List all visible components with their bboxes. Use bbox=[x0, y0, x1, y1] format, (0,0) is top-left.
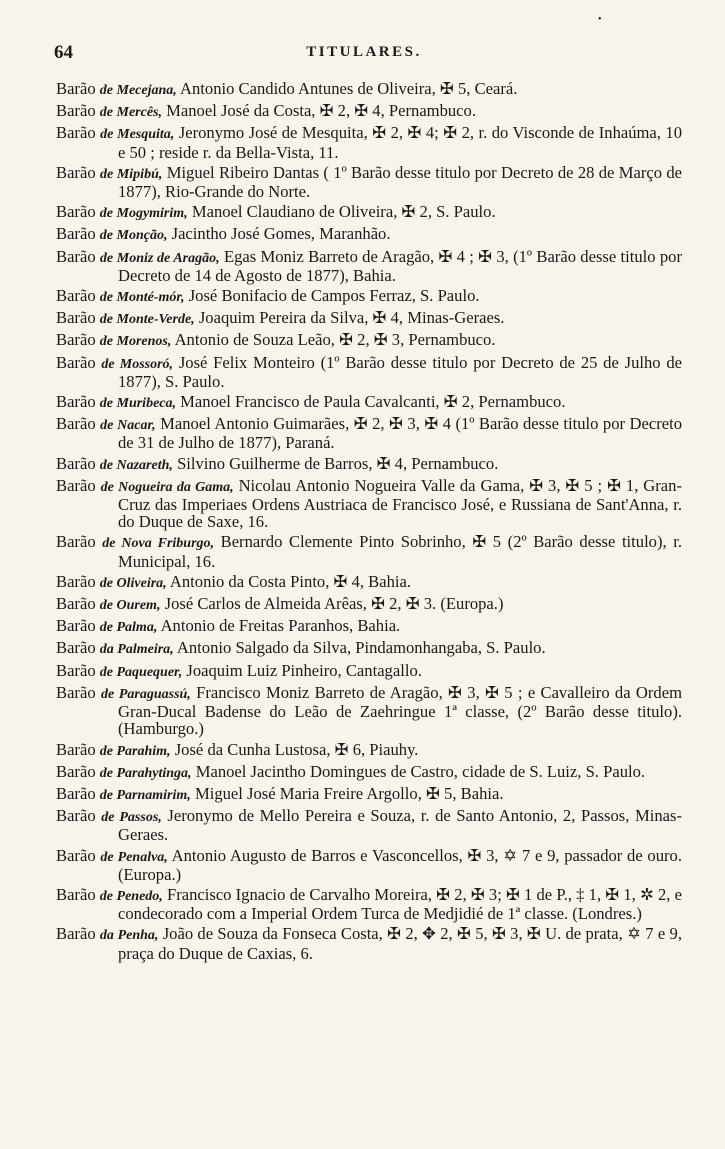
entry-body: Joaquim Pereira da Silva, ✠ 4, Minas-Geraes. bbox=[198, 308, 505, 328]
title-entry bbox=[56, 309, 682, 328]
entry-title: de Nazareth, bbox=[99, 457, 173, 473]
entry-title: de Penalva, bbox=[100, 849, 168, 865]
entry-title: de Parnamirim, bbox=[99, 787, 191, 803]
entry-label: Barão bbox=[56, 924, 96, 944]
entry-label: Barão bbox=[56, 532, 96, 552]
entry-label: Barão bbox=[56, 79, 96, 98]
entry-label: Barão bbox=[56, 571, 96, 591]
entry-title: de Mipibú, bbox=[99, 166, 163, 182]
entry-title: de Ourem, bbox=[99, 598, 161, 614]
entry-label: Barão bbox=[56, 308, 96, 328]
entry-label: Barão bbox=[56, 330, 96, 350]
entry-label: Barão bbox=[56, 739, 96, 759]
title-entry bbox=[56, 80, 682, 99]
title-entry bbox=[56, 124, 682, 160]
entry-body: Francisco Moniz Barreto de Aragão, ✠ 3, ✠ 5 ; e Cavalleiro da Ordem Gran-Ducal Badense do Leão de Zaehringue 1ª classe, (2º Barão desse titulo). (Hamburgo.) bbox=[118, 682, 682, 739]
entry-body: Manoel Jacintho Domingues de Castro, cidade de S. Luiz, S. Paulo. bbox=[195, 761, 646, 781]
entry-body: Manoel Claudiano de Oliveira, ✠ 2, S. Paulo. bbox=[191, 202, 496, 222]
title-entry bbox=[56, 331, 682, 350]
title-entry bbox=[56, 573, 682, 592]
entry-title: de Nogueira da Gama, bbox=[100, 479, 234, 495]
entry-title: de Parahytinga, bbox=[99, 765, 192, 781]
entry-label: Barão bbox=[56, 884, 96, 904]
page-header bbox=[54, 42, 674, 72]
entry-label: Barão bbox=[56, 638, 96, 658]
entry-list bbox=[56, 80, 682, 965]
entry-body: Antonio da Costa Pinto, ✠ 4, Bahia. bbox=[169, 571, 412, 591]
entry-label: Barão bbox=[56, 845, 96, 865]
entry-title: de Mogymirim, bbox=[99, 206, 188, 222]
page-number: 64 bbox=[54, 42, 73, 63]
title-entry bbox=[56, 354, 682, 390]
entry-body: Jeronymo José de Mesquita, ✠ 2, ✠ 4; ✠ 2, r. do Visconde de Inhaúma, 10 e 50 ; reside r. da Bella-Vista, 11. bbox=[118, 123, 683, 162]
title-entry bbox=[56, 807, 682, 843]
entry-title: de Nacar, bbox=[100, 418, 156, 434]
entry-label: Barão bbox=[56, 475, 96, 495]
title-entry bbox=[56, 225, 682, 244]
title-entry bbox=[56, 102, 682, 121]
entry-title: de Parahim, bbox=[99, 743, 171, 759]
entry-body: Bernardo Clemente Pinto Sobrinho, ✠ 5 (2º Barão desse titulo), r. Municipal, 16. bbox=[118, 532, 682, 571]
entry-title: de Mercês, bbox=[99, 105, 162, 121]
title-entry bbox=[56, 662, 682, 681]
entry-title: de Nova Friburgo, bbox=[102, 536, 215, 552]
entry-body: Miguel José Maria Freire Argollo, ✠ 5, Bahia. bbox=[194, 783, 504, 803]
entry-body: Antonio Candido Antunes de Oliveira, ✠ 5, Ceará. bbox=[180, 79, 518, 98]
entry-title: de Monté-mór, bbox=[99, 290, 185, 306]
entry-label: Barão bbox=[56, 616, 96, 636]
title-entry bbox=[56, 287, 682, 306]
title-entry bbox=[56, 763, 682, 782]
entry-body: Miguel Ribeiro Dantas ( 1º Barão desse titulo por Decreto de 28 de Março de 1877), Rio-Grande do Norte. bbox=[118, 162, 683, 202]
title-entry bbox=[56, 248, 682, 284]
entry-title: de Mossoró, bbox=[101, 356, 174, 372]
entry-body: José Carlos de Almeida Arêas, ✠ 2, ✠ 3. (Europa.) bbox=[164, 594, 504, 614]
entry-label: Barão bbox=[56, 286, 96, 306]
entry-body: Silvino Guilherme de Barros, ✠ 4, Pernambuco. bbox=[177, 453, 499, 473]
title-entry bbox=[56, 595, 682, 614]
entry-label: Barão bbox=[56, 806, 96, 826]
entry-body: Jeronymo de Mello Pereira e Souza, r. de Santo Antonio, 2, Passos, Minas-Geraes. bbox=[118, 806, 682, 845]
entry-label: Barão bbox=[56, 246, 96, 266]
entry-title: de Palma, bbox=[99, 620, 158, 636]
title-entry bbox=[56, 886, 682, 922]
entry-title: de Mesquita, bbox=[100, 127, 175, 143]
entry-title: de Penedo, bbox=[99, 888, 163, 904]
entry-label: Barão bbox=[56, 352, 96, 372]
title-entry bbox=[56, 533, 682, 569]
entry-label: Barão bbox=[56, 594, 96, 614]
title-entry bbox=[56, 617, 682, 636]
entry-title: de Mecejana, bbox=[99, 83, 177, 98]
entry-title: de Monção, bbox=[99, 228, 168, 244]
entry-body: Jacintho José Gomes, Maranhão. bbox=[171, 224, 391, 244]
entry-body: João de Souza da Fonseca Costa, ✠ 2, ✥ 2, ✠ 5, ✠ 3, ✠ U. de prata, ✡ 7 e 9, praça do Duque de Caxias, 6. bbox=[118, 924, 682, 963]
entry-body: Antonio Augusto de Barros e Vasconcellos, ✠ 3, ✡ 7 e 9, passador de ouro. (Europa.) bbox=[118, 845, 682, 884]
entry-body: Manoel Antonio Guimarães, ✠ 2, ✠ 3, ✠ 4 (1º Barão desse titulo por Decreto de 31 de Julho de 1877), Paraná. bbox=[118, 414, 683, 453]
entry-body: Francisco Ignacio de Carvalho Moreira, ✠ 2, ✠ 3; ✠ 1 de P., ‡ 1, ✠ 1, ✲ 2, e condecorado com a Imperial Ordem Turca de Medjidié de 1ª classe. (Londres.) bbox=[118, 884, 682, 924]
entry-title: da Palmeira, bbox=[99, 642, 174, 658]
entry-title: de Paquequer, bbox=[99, 664, 183, 680]
title-entry bbox=[56, 925, 682, 961]
entry-body: Manoel José da Costa, ✠ 2, ✠ 4, Pernambuco. bbox=[166, 101, 476, 121]
title-entry bbox=[56, 393, 682, 412]
page-title: TITULARES. bbox=[306, 44, 422, 60]
entry-label: Barão bbox=[56, 202, 96, 222]
entry-body: Manoel Francisco de Paula Cavalcanti, ✠ 2, Pernambuco. bbox=[180, 392, 566, 412]
entry-body: José Bonifacio de Campos Ferraz, S. Paulo. bbox=[188, 286, 480, 306]
entry-label: Barão bbox=[56, 123, 96, 143]
entry-body: Joaquim Luiz Pinheiro, Cantagallo. bbox=[186, 660, 422, 680]
title-entry bbox=[56, 415, 682, 451]
title-entry bbox=[56, 741, 682, 760]
entry-label: Barão bbox=[56, 783, 96, 803]
entry-label: Barão bbox=[56, 660, 96, 680]
entry-title: de Muribeca, bbox=[99, 396, 176, 412]
entry-body: Antonio de Freitas Paranhos, Bahia. bbox=[160, 616, 401, 636]
entry-title: de Passos, bbox=[101, 810, 162, 826]
entry-label: Barão bbox=[56, 101, 96, 121]
entry-title: de Oliveira, bbox=[99, 575, 167, 591]
entry-body: Egas Moniz Barreto de Aragão, ✠ 4 ; ✠ 3, (1º Barão desse titulo por Decreto de 14 de Agosto de 1877), Bahia. bbox=[118, 246, 682, 285]
entry-body: Antonio Salgado da Silva, Pindamonhangaba, S. Paulo. bbox=[176, 638, 546, 658]
entry-label: Barão bbox=[56, 224, 96, 244]
entry-title: da Penha, bbox=[99, 928, 159, 944]
title-entry bbox=[56, 164, 682, 200]
entry-label: Barão bbox=[56, 392, 96, 412]
entry-body: José da Cunha Lustosa, ✠ 6, Piauhy. bbox=[174, 739, 419, 759]
corner-mark: • bbox=[598, 14, 602, 25]
title-entry bbox=[56, 847, 682, 883]
entry-title: de Paraguassú, bbox=[100, 686, 191, 702]
entry-body: José Felix Monteiro (1º Barão desse titulo por Decreto de 25 de Julho de 1877), S. Paulo. bbox=[118, 352, 682, 391]
entry-label: Barão bbox=[56, 761, 96, 781]
title-entry bbox=[56, 203, 682, 222]
entry-title: de Moniz de Aragão, bbox=[99, 250, 220, 266]
entry-label: Barão bbox=[56, 414, 96, 434]
entry-body: Nicolau Antonio Nogueira Valle da Gama, ✠ 3, ✠ 5 ; ✠ 1, Gran-Cruz das Imperiaes Ordens Austriaca de Francisco José, e Russiana de Sant'Anna, r. do Duque de Saxe, 16. bbox=[118, 475, 682, 532]
title-entry bbox=[56, 639, 682, 658]
entry-label: Barão bbox=[56, 682, 96, 702]
title-entry bbox=[56, 455, 682, 474]
entry-label: Barão bbox=[56, 453, 96, 473]
title-entry bbox=[56, 684, 682, 738]
entry-body: Antonio de Souza Leão, ✠ 2, ✠ 3, Pernambuco. bbox=[174, 330, 496, 350]
entry-title: de Morenos, bbox=[99, 334, 172, 350]
title-entry bbox=[56, 477, 682, 531]
entry-title: de Monte-Verde, bbox=[99, 312, 195, 328]
entry-label: Barão bbox=[56, 162, 96, 182]
title-entry bbox=[56, 785, 682, 804]
